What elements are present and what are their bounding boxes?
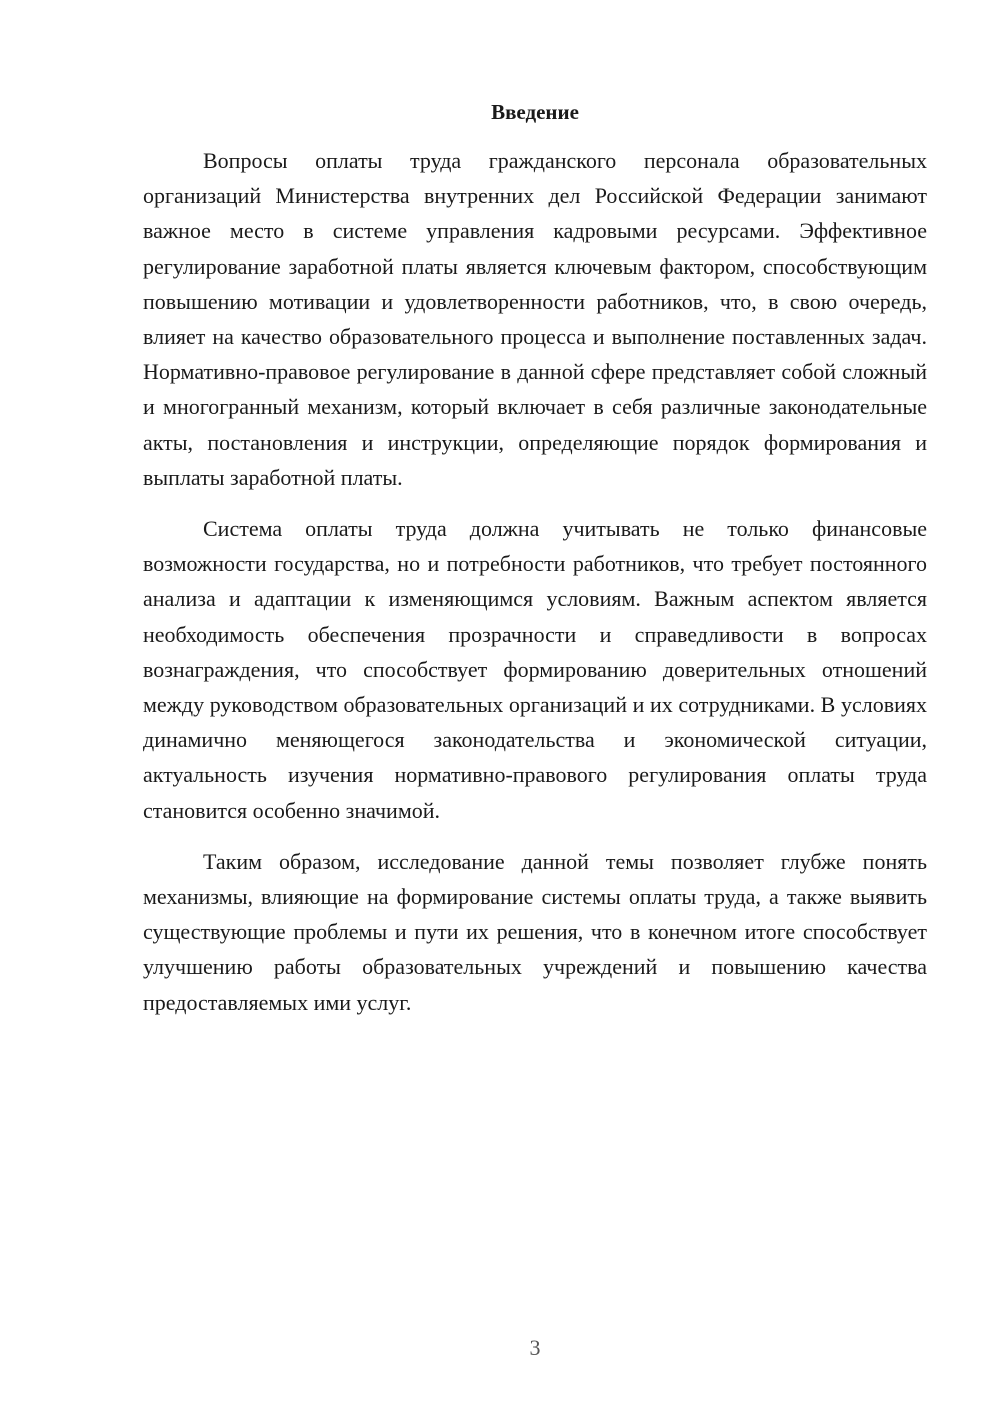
paragraph-2: Система оплаты труда должна учитывать не только финансовые возможности государства, но и потребности работников, что требует постоянного анализа и адаптации к изменяющимся условиям. Важным аспектом является необходимость обеспечения прозрачности и справедливости в вопросах вознаграждения, что способствует формированию доверительных отношений между руководством образовательных организаций и их сотрудниками. В условиях динамично меняющегося законодательства и экономической ситуации, актуальность изучения нормативно-правового регулирования оплаты труда становится особенно значимой. xyxy=(143,516,927,823)
section-title: Введение xyxy=(491,100,579,124)
page-number: 3 xyxy=(529,1335,541,1360)
body-text xyxy=(143,143,927,1020)
paragraph-3: Таким образом, исследование данной темы позволяет глубже понять механизмы, влияющие на формирование системы оплаты труда, а также выявить существующие проблемы и пути их решения, что в конечном итоге способствует улучшению работы образовательных учреждений и повышению качества предоставляемых ими услуг. xyxy=(143,848,927,1015)
paragraph-1: Вопросы оплаты труда гражданского персонала образовательных организаций Министерства внутренних дел Российской Федерации занимают важное место в системе управления кадровыми ресурсами. Эффективное регулирование заработной платы является ключевым фактором, способствующим повышению мотивации и удовлетворенности работников, что, в свою очередь, влияет на качество образовательного процесса и выполнение поставленных задач. Нормативно-правовое регулирование в данной сфере представляет собой сложный и многогранный механизм, который включает в себя различные законодательные акты, постановления и инструкции, определяющие порядок формирования и выплаты заработной платы. xyxy=(143,148,927,490)
